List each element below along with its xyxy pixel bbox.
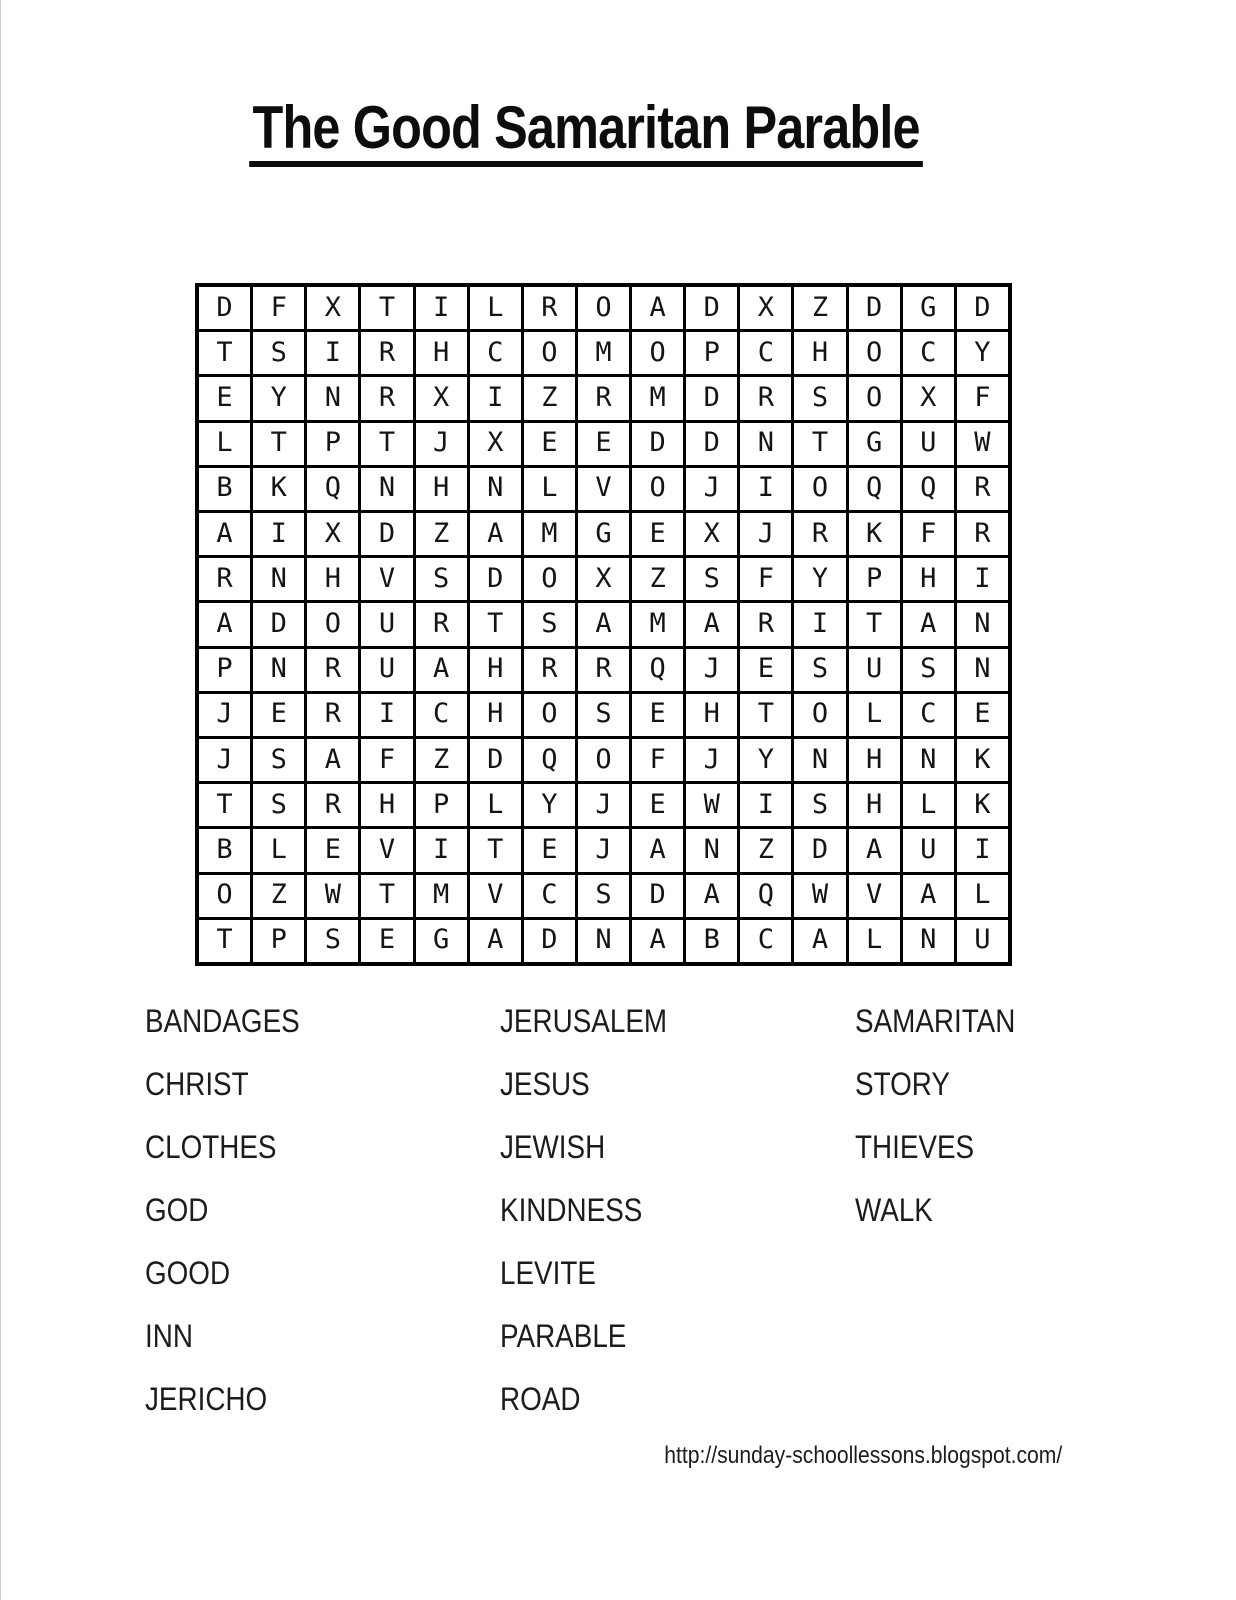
grid-cell: T <box>199 332 250 374</box>
grid-cell: K <box>957 739 1008 781</box>
word-label: JESUS <box>500 1066 590 1102</box>
grid-cell: E <box>632 784 683 826</box>
grid-cell: I <box>361 694 412 736</box>
grid-cell: V <box>578 468 629 510</box>
grid-cell: S <box>794 377 845 419</box>
grid-cell: L <box>470 784 521 826</box>
grid-cell: S <box>794 784 845 826</box>
grid-cell: W <box>307 875 358 917</box>
grid-cell: N <box>253 649 304 691</box>
grid-cell: N <box>957 603 1008 645</box>
grid-cell: I <box>470 377 521 419</box>
grid-cell: I <box>740 784 791 826</box>
grid-cell: Y <box>957 332 1008 374</box>
grid-cell: R <box>361 332 412 374</box>
grid-cell: Z <box>416 513 467 555</box>
grid-cell: A <box>632 287 683 329</box>
grid-cell: O <box>524 558 575 600</box>
grid-cell: J <box>578 784 629 826</box>
grid-cell: H <box>686 694 737 736</box>
grid-cell: A <box>903 603 954 645</box>
word-label: CHRIST <box>145 1066 249 1102</box>
word-list-column <box>500 990 855 1431</box>
word-list-item <box>500 1242 855 1305</box>
grid-cell: A <box>903 875 954 917</box>
word-label: CLOTHES <box>145 1129 277 1165</box>
grid-cell: M <box>524 513 575 555</box>
grid-cell: U <box>361 603 412 645</box>
grid-cell: T <box>740 694 791 736</box>
grid-cell: J <box>416 423 467 465</box>
grid-cell: X <box>416 377 467 419</box>
grid-cell: Y <box>524 784 575 826</box>
grid-cell: X <box>578 558 629 600</box>
grid-cell: U <box>903 829 954 871</box>
grid-cell: A <box>849 829 900 871</box>
grid-cell: H <box>849 784 900 826</box>
word-label: LEVITE <box>500 1255 596 1291</box>
grid-cell: O <box>849 377 900 419</box>
grid-cell: S <box>253 739 304 781</box>
grid-cell: S <box>578 875 629 917</box>
grid-cell: U <box>849 649 900 691</box>
grid-cell: L <box>849 920 900 962</box>
word-list-item <box>145 1242 500 1305</box>
grid-cell: Y <box>794 558 845 600</box>
grid-cell: P <box>199 649 250 691</box>
grid-cell: Z <box>740 829 791 871</box>
grid-cell: M <box>632 377 683 419</box>
grid-cell: A <box>199 603 250 645</box>
grid-cell: R <box>740 377 791 419</box>
word-label: THIEVES <box>855 1129 975 1165</box>
grid-cell: Z <box>253 875 304 917</box>
grid-cell: R <box>578 649 629 691</box>
word-list-item <box>145 1053 500 1116</box>
grid-cell: P <box>849 558 900 600</box>
grid-cell: H <box>794 332 845 374</box>
grid-cell: J <box>686 468 737 510</box>
grid-cell: F <box>253 287 304 329</box>
grid-cell: P <box>416 784 467 826</box>
grid-cell: B <box>199 468 250 510</box>
grid-cell: Z <box>794 287 845 329</box>
grid-cell: Q <box>632 649 683 691</box>
word-list-column <box>145 990 500 1431</box>
grid-cell: S <box>253 332 304 374</box>
grid-cell: L <box>524 468 575 510</box>
grid-cell: E <box>957 694 1008 736</box>
word-list-item <box>500 1179 855 1242</box>
grid-cell: A <box>794 920 845 962</box>
grid-cell: E <box>524 829 575 871</box>
grid-cell: Q <box>740 875 791 917</box>
grid-cell: H <box>849 739 900 781</box>
grid-cell: F <box>632 739 683 781</box>
grid-cell: E <box>632 513 683 555</box>
grid-cell: E <box>740 649 791 691</box>
page-title: The Good Samaritan Parable <box>249 96 923 167</box>
grid-cell: X <box>740 287 791 329</box>
word-label: JERUSALEM <box>500 1003 668 1039</box>
grid-cell: F <box>957 377 1008 419</box>
grid-cell: F <box>740 558 791 600</box>
grid-cell: I <box>253 513 304 555</box>
grid-cell: Q <box>524 739 575 781</box>
grid-cell: D <box>470 558 521 600</box>
grid-cell: O <box>307 603 358 645</box>
grid-cell: L <box>957 875 1008 917</box>
grid-cell: N <box>686 829 737 871</box>
grid-cell: J <box>578 829 629 871</box>
grid-cell: X <box>307 513 358 555</box>
word-label: KINDNESS <box>500 1192 643 1228</box>
grid-cell: I <box>416 287 467 329</box>
word-list-item <box>500 990 855 1053</box>
grid-cell: X <box>470 423 521 465</box>
grid-cell: R <box>524 287 575 329</box>
grid-cell: S <box>578 694 629 736</box>
grid-cell: S <box>686 558 737 600</box>
grid-cell: T <box>470 603 521 645</box>
grid-cell: D <box>686 377 737 419</box>
grid-cell: R <box>524 649 575 691</box>
grid-cell: D <box>686 287 737 329</box>
grid-cell: S <box>794 649 845 691</box>
grid-cell: T <box>199 784 250 826</box>
source-url-block <box>0 1442 1062 1470</box>
grid-cell: A <box>416 649 467 691</box>
grid-cell: N <box>740 423 791 465</box>
word-label: WALK <box>855 1192 933 1228</box>
grid-cell: S <box>903 649 954 691</box>
grid-cell: U <box>957 920 1008 962</box>
grid-cell: T <box>361 875 412 917</box>
grid-cell: E <box>632 694 683 736</box>
grid-cell: H <box>470 649 521 691</box>
grid-cell: O <box>578 287 629 329</box>
word-list-item <box>145 1116 500 1179</box>
word-label: PARABLE <box>500 1318 627 1354</box>
grid-cell: C <box>740 920 791 962</box>
grid-cell: P <box>307 423 358 465</box>
grid-cell: A <box>199 513 250 555</box>
source-url-text: http://sunday-schoollessons.blogspot.com/ <box>664 1442 1062 1469</box>
grid-cell: S <box>307 920 358 962</box>
grid-cell: K <box>957 784 1008 826</box>
grid-cell: T <box>253 423 304 465</box>
word-list-item <box>500 1305 855 1368</box>
grid-cell: E <box>524 423 575 465</box>
grid-cell: N <box>470 468 521 510</box>
grid-cell: L <box>903 784 954 826</box>
grid-cell: N <box>578 920 629 962</box>
grid-cell: R <box>361 377 412 419</box>
grid-cell: O <box>794 468 845 510</box>
grid-cell: D <box>199 287 250 329</box>
grid-cell: L <box>470 287 521 329</box>
grid-cell: O <box>794 694 845 736</box>
grid-cell: X <box>903 377 954 419</box>
grid-cell: G <box>416 920 467 962</box>
word-label: STORY <box>855 1066 950 1102</box>
grid-cell: Z <box>632 558 683 600</box>
grid-cell: N <box>253 558 304 600</box>
word-list <box>145 990 1145 1431</box>
grid-cell: D <box>794 829 845 871</box>
grid-cell: A <box>470 513 521 555</box>
grid-cell: R <box>199 558 250 600</box>
grid-cell: T <box>199 920 250 962</box>
grid-cell: T <box>849 603 900 645</box>
grid-cell: B <box>199 829 250 871</box>
grid-cell: L <box>199 423 250 465</box>
word-label: GOD <box>145 1192 209 1228</box>
grid-cell: G <box>903 287 954 329</box>
grid-cell: I <box>740 468 791 510</box>
grid-cell: X <box>686 513 737 555</box>
grid-cell: V <box>361 558 412 600</box>
grid-cell: N <box>361 468 412 510</box>
grid-cell: H <box>307 558 358 600</box>
grid-cell: E <box>307 829 358 871</box>
grid-cell: Y <box>740 739 791 781</box>
grid-cell: O <box>849 332 900 374</box>
grid-cell: Y <box>253 377 304 419</box>
grid-cell: V <box>849 875 900 917</box>
word-list-item <box>145 1179 500 1242</box>
grid-cell: E <box>199 377 250 419</box>
word-list-item <box>500 1053 855 1116</box>
grid-cell: U <box>361 649 412 691</box>
grid-cell: F <box>361 739 412 781</box>
grid-cell: J <box>740 513 791 555</box>
grid-cell: A <box>632 920 683 962</box>
grid-cell: Q <box>903 468 954 510</box>
grid-cell: A <box>470 920 521 962</box>
grid-cell: O <box>632 332 683 374</box>
grid-cell: A <box>307 739 358 781</box>
grid-cell: E <box>253 694 304 736</box>
word-list-item <box>855 1179 1145 1242</box>
grid-cell: C <box>903 332 954 374</box>
word-list-item <box>500 1368 855 1431</box>
grid-cell: J <box>199 694 250 736</box>
grid-cell: C <box>524 875 575 917</box>
grid-cell: R <box>307 649 358 691</box>
grid-cell: V <box>470 875 521 917</box>
grid-cell: F <box>903 513 954 555</box>
grid-cell: D <box>470 739 521 781</box>
grid-cell: D <box>632 423 683 465</box>
grid-cell: I <box>794 603 845 645</box>
grid-cell: Q <box>307 468 358 510</box>
grid-cell: U <box>903 423 954 465</box>
word-list-item <box>855 1053 1145 1116</box>
grid-cell: H <box>416 332 467 374</box>
grid-cell: K <box>253 468 304 510</box>
word-list-item <box>145 1305 500 1368</box>
word-search-grid <box>195 283 1012 966</box>
word-label: GOOD <box>145 1255 231 1291</box>
grid-cell: W <box>686 784 737 826</box>
grid-cell: D <box>957 287 1008 329</box>
word-list-item <box>855 990 1145 1053</box>
word-label: SAMARITAN <box>855 1003 1016 1039</box>
grid-cell: T <box>361 423 412 465</box>
word-label: JEWISH <box>500 1129 606 1165</box>
grid-cell: W <box>957 423 1008 465</box>
grid-cell: M <box>416 875 467 917</box>
grid-cell: E <box>361 920 412 962</box>
grid-cell: D <box>686 423 737 465</box>
grid-cell: N <box>957 649 1008 691</box>
word-label: INN <box>145 1318 193 1354</box>
grid-cell: H <box>361 784 412 826</box>
word-list-item <box>855 1116 1145 1179</box>
grid-cell: J <box>199 739 250 781</box>
grid-cell: S <box>416 558 467 600</box>
grid-cell: V <box>361 829 412 871</box>
grid-cell: G <box>578 513 629 555</box>
grid-cell: Q <box>849 468 900 510</box>
grid-cell: L <box>253 829 304 871</box>
word-list-item <box>145 1368 500 1431</box>
grid-cell: L <box>849 694 900 736</box>
grid-cell: J <box>686 739 737 781</box>
grid-cell: M <box>632 603 683 645</box>
grid-cell: P <box>686 332 737 374</box>
grid-cell: S <box>524 603 575 645</box>
grid-cell: I <box>957 829 1008 871</box>
page-left-edge <box>0 0 1 1600</box>
grid-cell: R <box>957 513 1008 555</box>
word-label: JERICHO <box>145 1381 268 1417</box>
grid-cell: H <box>470 694 521 736</box>
grid-cell: R <box>307 694 358 736</box>
grid-cell: I <box>416 829 467 871</box>
grid-cell: D <box>632 875 683 917</box>
grid-cell: Z <box>416 739 467 781</box>
grid-cell: O <box>524 332 575 374</box>
grid-cell: B <box>686 920 737 962</box>
grid-cell: H <box>903 558 954 600</box>
grid-cell: A <box>686 875 737 917</box>
grid-cell: I <box>957 558 1008 600</box>
grid-cell: D <box>361 513 412 555</box>
grid-cell: C <box>740 332 791 374</box>
title-block <box>0 96 1172 167</box>
grid-cell: R <box>416 603 467 645</box>
word-list-item <box>145 990 500 1053</box>
grid-cell: D <box>849 287 900 329</box>
grid-cell: W <box>794 875 845 917</box>
word-list-item <box>500 1116 855 1179</box>
grid-cell: O <box>524 694 575 736</box>
grid-cell: N <box>903 739 954 781</box>
word-label: ROAD <box>500 1381 581 1417</box>
grid-cell: D <box>524 920 575 962</box>
grid-cell: M <box>578 332 629 374</box>
grid-cell: O <box>578 739 629 781</box>
grid-cell: A <box>686 603 737 645</box>
grid-cell: K <box>849 513 900 555</box>
grid-cell: R <box>307 784 358 826</box>
word-label: BANDAGES <box>145 1003 300 1039</box>
grid-cell: N <box>794 739 845 781</box>
grid-cell: E <box>578 423 629 465</box>
grid-cell: C <box>903 694 954 736</box>
grid-cell: T <box>470 829 521 871</box>
grid-cell: H <box>416 468 467 510</box>
grid-cell: D <box>253 603 304 645</box>
grid-cell: A <box>578 603 629 645</box>
grid-cell: N <box>307 377 358 419</box>
grid-cell: G <box>849 423 900 465</box>
grid-cell: P <box>253 920 304 962</box>
grid-cell: C <box>470 332 521 374</box>
grid-cell: R <box>957 468 1008 510</box>
grid-cell: Z <box>524 377 575 419</box>
grid-cell: J <box>686 649 737 691</box>
grid-cell: T <box>361 287 412 329</box>
grid-cell: O <box>632 468 683 510</box>
word-list-column <box>855 990 1145 1431</box>
grid-cell: N <box>903 920 954 962</box>
grid-cell: S <box>253 784 304 826</box>
grid-cell: R <box>740 603 791 645</box>
grid-cell: C <box>416 694 467 736</box>
grid-cell: R <box>578 377 629 419</box>
grid-cell: T <box>794 423 845 465</box>
grid-cell: O <box>199 875 250 917</box>
grid-cell: X <box>307 287 358 329</box>
grid-cell: R <box>794 513 845 555</box>
grid-cell: I <box>307 332 358 374</box>
grid-cell: A <box>632 829 683 871</box>
